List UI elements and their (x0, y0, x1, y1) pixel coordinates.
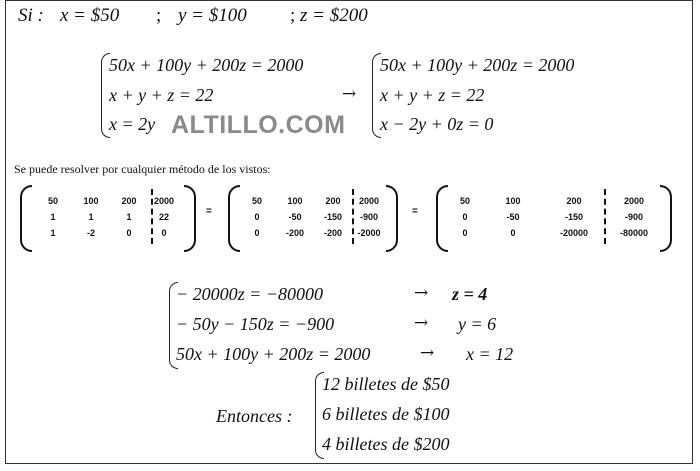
solve-arrow-1: → (414, 283, 429, 303)
matrix-cell: 2000 (358, 196, 380, 206)
matrix-cell: 1 (88, 212, 94, 222)
matrix-cell: 0 (462, 212, 468, 222)
matrix-row (34, 225, 180, 241)
header-z: z = $200 (300, 5, 368, 26)
solve-result-x: x = 12 (466, 344, 514, 364)
matrix-row (448, 209, 664, 225)
matrix-3-left-paren (436, 185, 448, 252)
matrix-cell: 50 (47, 196, 58, 206)
matrix-cell: 200 (566, 196, 582, 206)
matrix-1-right-paren (184, 185, 196, 252)
system2-eq2: x + y + z = 22 (380, 85, 485, 105)
matrix-cell: 22 (158, 212, 169, 222)
system1-eq1: 50x + 100y + 200z = 2000 (109, 55, 304, 75)
matrix-cell: 50 (459, 196, 470, 206)
matrix-cell: -2 (86, 228, 95, 238)
arrow-right: → (342, 84, 357, 104)
matrix-cell: 100 (505, 196, 521, 206)
solve-eq1: − 20000z = −80000 (176, 284, 323, 304)
solve-eq3: 50x + 100y + 200z = 2000 (176, 344, 371, 364)
matrix-cell: 1 (126, 212, 132, 222)
result-label: Entonces : (216, 406, 293, 426)
matrix-row (448, 225, 664, 241)
solve-arrow-3: → (420, 343, 435, 363)
solve-arrow-2: → (414, 313, 429, 333)
matrix-cell: 0 (462, 228, 468, 238)
matrix-cell: 0 (161, 228, 167, 238)
matrix-cell: -150 (323, 212, 342, 222)
matrix-row (238, 193, 386, 209)
matrix-cell: 0 (126, 228, 132, 238)
matrix-cell: 100 (83, 196, 99, 206)
matrix-row (238, 225, 386, 241)
system1-eq3: x = 2y (109, 114, 156, 134)
matrix-cell: 2000 (623, 196, 645, 206)
matrix-2 (228, 185, 398, 248)
matrix-cell: 200 (121, 196, 137, 206)
solve-result-y: y = 6 (458, 314, 497, 334)
matrix-cell: 0 (254, 212, 260, 222)
system1-eq2: x + y + z = 22 (109, 85, 214, 105)
matrix-cell: -900 (624, 212, 643, 222)
matrix-cell: -50 (506, 212, 520, 222)
matrix-row (34, 209, 180, 225)
solve-result-z: z = 4 (452, 284, 488, 304)
method-note: Se puede resolver por cualquier método de los vistos: (14, 162, 271, 176)
matrix-cell: 1 (50, 228, 56, 238)
matrix-2-right-paren (386, 185, 398, 252)
system2-eq3: x − 2y + 0z = 0 (380, 114, 494, 134)
matrix-cell: 0 (254, 228, 260, 238)
matrix-3-table (448, 193, 664, 241)
header-y: y = $100 (178, 5, 247, 26)
result-line-2: 6 billetes de $100 (322, 404, 450, 424)
matrix-cell: 50 (251, 196, 262, 206)
matrix-1-left-paren (20, 185, 32, 252)
matrix-cell: -200 (323, 228, 342, 238)
result-line-1: 12 billetes de $50 (322, 374, 450, 394)
watermark: ALTILLO.COM (171, 111, 346, 139)
matrix-cell: 100 (287, 196, 303, 206)
matrix-3 (436, 185, 672, 248)
matrix-cell: -50 (288, 212, 302, 222)
header-x: x = $50 (60, 5, 120, 26)
result-line-3: 4 billetes de $200 (322, 434, 450, 454)
matrix-cell: 1 (50, 212, 56, 222)
header-prefix: Si : (18, 5, 44, 26)
header-sep-1: ; (156, 5, 162, 26)
equals-sign-2: = (412, 206, 418, 217)
matrix-cell: -900 (359, 212, 378, 222)
matrix-1-table (34, 193, 180, 241)
matrix-2-table (238, 193, 386, 241)
matrix-row (448, 193, 664, 209)
solve-eq2: − 50y − 150z = −900 (176, 314, 335, 334)
matrix-cell: -2000 (357, 228, 381, 238)
matrix-cell: 200 (325, 196, 341, 206)
matrix-cell: 0 (510, 228, 516, 238)
matrix-row (34, 193, 180, 209)
matrix-cell: -20000 (559, 228, 589, 238)
matrix-row (238, 209, 386, 225)
matrix-cell: -80000 (619, 228, 649, 238)
matrix-cell: -150 (564, 212, 583, 222)
header-sep-2: ; (290, 5, 296, 26)
system2-eq1: 50x + 100y + 200z = 2000 (380, 55, 575, 75)
matrix-1 (20, 185, 196, 248)
matrix-cell: 2000 (153, 196, 175, 206)
equals-sign-1: = (206, 206, 212, 217)
matrix-cell: -200 (285, 228, 304, 238)
